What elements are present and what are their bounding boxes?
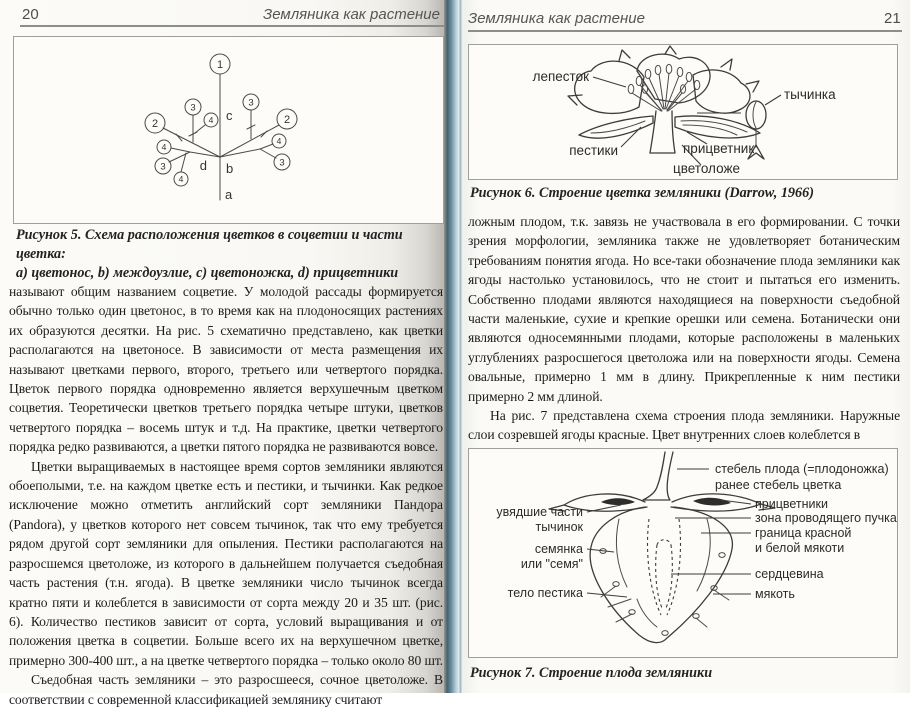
figure-7-labels: [496, 462, 897, 601]
fruit-stem-label-line1: стебель плода (=плодоножка): [715, 462, 889, 476]
figure-6-box: [468, 44, 898, 180]
figure-5-caption: [16, 226, 436, 283]
figure-7-box: [468, 448, 898, 658]
stamen-label: тычинка: [784, 87, 836, 102]
achene-label-line1: семянка: [534, 542, 583, 556]
figure-5-box: [13, 36, 444, 224]
achenes: [600, 549, 729, 636]
letter-b: b: [226, 161, 234, 176]
right-page: [462, 0, 910, 693]
order-4-label: 4: [178, 174, 184, 184]
running-title-left: Земляника как растение: [263, 6, 440, 23]
figure-5-caption-line1: Рисунок 5. Схема расположения цветков в соцветии и части цветка:: [16, 227, 403, 262]
paragraph: ложным плодом, т.к. завязь не участвовала в его формировании. С точки зрения морфологии, земляника также не удовлетворяет ботаническим требованиям понятия ягода. Но все-таки обозначение плода земляники как ягоды настолько установилось, что не стоит и пытаться его изменить. Собственно плодами являются находящиеся на поверхности съедобной части маленькие, сухие и крепкие орешки или семена. Ботанически они являются односемянными плодами, которые расположены в маленьких углублениях разросшегося цветоложа или на поверхности ягоды. Семена овальные, примерно 1 мм в длину. Прикрепленные к ним пестики примерно 2 мм длиной.: [468, 214, 900, 404]
paragraph: Цветки выращиваемых в настоящее время сортов земляники являются обоеполыми, т.е. на каждом цветке есть и пестики, и тычинки. Как редкое исключение можно отметить английский сорт земляники Пандора (Pandora), у цветков которого нет совсем тычинок, так что ему требуется рядом другой сорт земляники для опыления. Пестики располагаются на разросшемся цветоложе, из которого в дальнейшем получается съедобная часть растения (т.н. ягода). В цветке земляники число тычинок всегда кратно пяти и колеблется в зависимости от сорта между 20 и 35 шт. (рис. 6). Количество пестиков зависит от сорта, условий выращивания и от положения цветка в соцветии. Больше всего их на верхушечном цветке, примерно 300-400 шт., а на цветке четвертого порядка – только около 80 шт.: [9, 458, 443, 668]
pistils-label: пестики: [569, 143, 618, 158]
figure-5-caption-line2: a) цветонос, b) междоузлие, c) цветоножка, d) прицветники: [16, 265, 399, 281]
left-page-text: [9, 282, 443, 709]
right-page-text: [468, 212, 900, 445]
flower-order-numbers: [152, 59, 290, 184]
order-4-label: 4: [276, 136, 282, 146]
letter-d: d: [199, 158, 207, 173]
flower-drawing: [568, 46, 760, 153]
core-label: сердцевина: [755, 567, 824, 581]
bract-label: прицветник: [683, 141, 755, 156]
withered-stamens-label-line2: тычинок: [535, 520, 583, 534]
paragraph: Съедобная часть земляники – это разросшееся, сочное цветоложе. В соответствии с современной классификацией землянику считают: [9, 672, 443, 707]
flower-structure-svg: [469, 45, 897, 177]
fruit-stem-label-line2: ранее стебель цветка: [715, 478, 842, 492]
flesh-border-label-line1: граница красной: [755, 526, 852, 540]
order-4-label: 4: [208, 115, 214, 125]
letter-c: c: [226, 108, 233, 123]
inflorescence-diagram-svg: [14, 37, 443, 221]
order-1-label: 1: [216, 59, 224, 71]
order-3-label: 3: [279, 157, 285, 169]
vascular-zone-label: зона проводящего пучка: [755, 511, 897, 525]
paragraph: называют общим названием соцветие. У молодой рассады формируется обычно только один цветонос, в то время как на плодоносящих растениях их образуются десятки. На рис. 5 схематично представлено, как цветки располагаются на цветоносе. В зависимости от места размещения их называют цветками первого, второго, третьего или четвертого порядка. Цветок первого порядка одновременно является верхушечным цветком соцветия. Теоретически цветков третьего порядка четыре штуки, цветков четвертого порядка – восемь штук и т.д. На практике, цветки четвертого порядка редко развиваются, а цветки пятого порядка не развиваются вовсе.: [9, 284, 443, 455]
running-title-right: Земляника как растение: [468, 10, 645, 27]
achene-label-line2: или "семя": [520, 557, 583, 571]
order-3-label: 3: [190, 102, 196, 114]
letter-a: a: [225, 187, 233, 202]
bracts-label: прицветники: [755, 497, 828, 511]
header-rule-right: [468, 30, 902, 32]
book-spine-gutter: [444, 0, 462, 693]
order-2-label: 2: [283, 114, 291, 126]
header-rule-left: [20, 25, 444, 27]
order-3-label: 3: [248, 97, 254, 109]
figure-6-caption: Рисунок 6. Строение цветка земляники (Darrow, 1966): [470, 185, 814, 201]
page-number-left: 20: [22, 6, 39, 23]
petal-label: лепесток: [532, 69, 589, 84]
core-dashed-lines: [648, 519, 681, 615]
order-4-label: 4: [161, 142, 167, 152]
pistil-body-label: тело пестика: [507, 586, 583, 600]
order-3-label: 3: [160, 161, 166, 173]
withered-stamens-label-line1: увядшие части: [496, 505, 583, 519]
flesh-border-label-line2: и белой мякоти: [755, 541, 845, 555]
receptacle-label: цветоложе: [673, 161, 740, 176]
flower-order-circles: [145, 54, 297, 186]
flesh-label: мякоть: [755, 587, 795, 601]
fruit-structure-svg: [469, 449, 897, 655]
paragraph: На рис. 7 представлена схема строения плода земляники. Наружные слои созревшей ягоды красные. Цвет внутренних слоев колеблется в: [468, 408, 900, 443]
order-2-label: 2: [151, 118, 159, 130]
left-page: [0, 0, 444, 707]
figure-7-caption: Рисунок 7. Строение плода земляники: [470, 665, 713, 681]
page-number-right: 21: [884, 10, 901, 27]
